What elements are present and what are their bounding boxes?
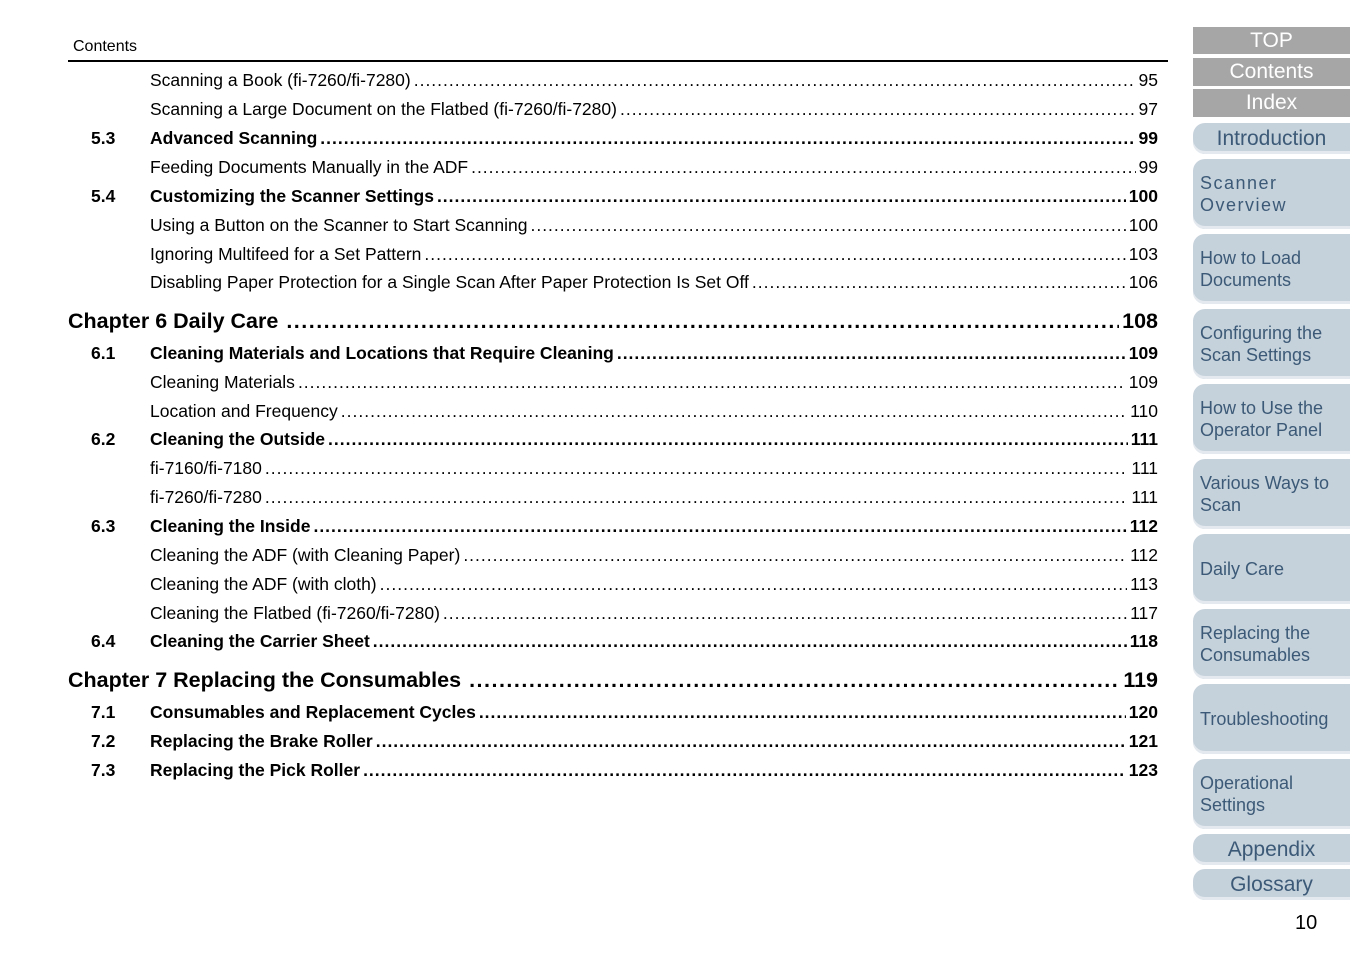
- toc-dot-leader: [265, 487, 1129, 508]
- toc-entry-title: Customizing the Scanner Settings: [150, 186, 434, 206]
- toc-page-number: 117: [1130, 603, 1158, 623]
- toc-section-number: 6.2: [91, 429, 116, 449]
- toc-section-number: 6.4: [91, 631, 116, 651]
- toc-entry-title: fi-7160/fi-7180: [150, 458, 262, 478]
- nav-tab-daily-care[interactable]: Daily Care: [1193, 534, 1350, 604]
- toc-dot-leader: [752, 272, 1126, 293]
- toc-section-number: 6.1: [91, 343, 116, 363]
- toc-dot-leader: [265, 458, 1129, 479]
- toc-section-entry[interactable]: [68, 631, 1158, 652]
- toc-page-number: 97: [1138, 99, 1158, 119]
- toc-page-number: 109: [1128, 343, 1158, 363]
- toc-dot-leader: [469, 668, 1120, 693]
- header-rule: [68, 60, 1168, 62]
- toc-entry-title: Replacing the Pick Roller: [150, 760, 361, 780]
- toc-entry-title: Cleaning Materials: [150, 372, 295, 392]
- toc-entry-title: Cleaning the Inside: [150, 516, 311, 536]
- toc-dot-leader: [373, 631, 1127, 652]
- toc-section-number: 5.3: [91, 128, 116, 148]
- toc-dot-leader: [463, 545, 1127, 566]
- nav-tab-configuring[interactable]: Configuring the Scan Settings: [1193, 309, 1350, 379]
- toc-subsection-entry[interactable]: [68, 70, 1158, 91]
- nav-tab-scanner-overview[interactable]: Scanner Overview: [1193, 159, 1350, 229]
- toc-entry-title: Cleaning the ADF (with cloth): [150, 574, 377, 594]
- toc-section-entry[interactable]: [68, 186, 1158, 207]
- toc-section-number: 5.4: [91, 186, 116, 206]
- toc-section-entry[interactable]: [68, 516, 1158, 537]
- toc-entry-title: Replacing the Brake Roller: [150, 731, 373, 751]
- toc-entry-title: Cleaning the ADF (with Cleaning Paper): [150, 545, 461, 565]
- toc-page-number: 108: [1122, 309, 1158, 333]
- toc-subsection-entry[interactable]: [68, 244, 1158, 265]
- nav-tab-operational-settings[interactable]: Operational Settings: [1193, 759, 1350, 829]
- toc-entry-title: Feeding Documents Manually in the ADF: [150, 157, 469, 177]
- toc-dot-leader: [286, 309, 1119, 334]
- toc-entry-title: Scanning a Book (fi-7260/fi-7280): [150, 70, 411, 90]
- toc-dot-leader: [471, 157, 1135, 178]
- toc-page-number: 119: [1123, 668, 1158, 692]
- toc-page-number: 99: [1138, 157, 1158, 177]
- toc-dot-leader: [363, 760, 1126, 781]
- toc-section-entry[interactable]: [68, 760, 1158, 781]
- toc-page-number: 109: [1128, 372, 1158, 392]
- toc-section-entry[interactable]: [68, 429, 1158, 450]
- toc-entry-title: Ignoring Multifeed for a Set Pattern: [150, 244, 422, 264]
- toc-section-entry[interactable]: [68, 702, 1158, 723]
- toc-page-number: 112: [1130, 545, 1158, 565]
- nav-tab-various-ways[interactable]: Various Ways to Scan: [1193, 459, 1350, 529]
- running-header: Contents: [73, 38, 138, 55]
- toc-section-entry[interactable]: [68, 343, 1158, 364]
- toc-entry-title: Scanning a Large Document on the Flatbed (fi-7260/fi-7280): [150, 99, 617, 119]
- toc-page-number: 100: [1128, 215, 1158, 235]
- toc-dot-leader: [298, 372, 1126, 393]
- toc-section-number: 7.2: [91, 731, 116, 751]
- toc-page-number: 123: [1128, 760, 1158, 780]
- toc-dot-leader: [328, 429, 1128, 450]
- toc-subsection-entry[interactable]: [68, 401, 1158, 422]
- nav-tab-how-to-load[interactable]: How to Load Documents: [1193, 234, 1350, 304]
- toc-page-number: 100: [1128, 186, 1158, 206]
- toc-subsection-entry[interactable]: [68, 372, 1158, 393]
- toc-page-number: 99: [1138, 128, 1158, 148]
- toc-chapter-entry[interactable]: [68, 668, 1158, 693]
- toc-dot-leader: [479, 702, 1126, 723]
- toc-dot-leader: [424, 244, 1125, 265]
- toc-section-number: 7.3: [91, 760, 116, 780]
- toc-entry-title: Cleaning Materials and Locations that Require Cleaning: [150, 343, 614, 363]
- nav-tab-appendix[interactable]: Appendix: [1193, 834, 1350, 865]
- toc-entry-title: Chapter 6 Daily Care: [68, 309, 279, 333]
- nav-tab-operator-panel[interactable]: How to Use the Operator Panel: [1193, 384, 1350, 454]
- toc-dot-leader: [437, 186, 1126, 207]
- toc-page-number: 112: [1129, 516, 1158, 536]
- nav-tab-introduction[interactable]: Introduction: [1193, 123, 1350, 154]
- toc-entry-title: Cleaning the Outside: [150, 429, 326, 449]
- toc-section-entry[interactable]: [68, 128, 1158, 149]
- toc-dot-leader: [443, 603, 1127, 624]
- nav-index-button[interactable]: Index: [1193, 89, 1350, 117]
- toc-entry-title: fi-7260/fi-7280: [150, 487, 262, 507]
- toc-subsection-entry[interactable]: [68, 272, 1158, 293]
- toc-dot-leader: [530, 215, 1125, 236]
- toc-dot-leader: [620, 99, 1136, 120]
- toc-page-number: 111: [1130, 429, 1158, 449]
- toc-entry-title: Advanced Scanning: [150, 128, 318, 148]
- nav-tab-replacing[interactable]: Replacing the Consumables: [1193, 609, 1350, 679]
- toc-entry-title: Cleaning the Carrier Sheet: [150, 631, 370, 651]
- toc-dot-leader: [380, 574, 1127, 595]
- toc-page-number: 103: [1128, 244, 1158, 264]
- toc-page-number: 118: [1129, 631, 1158, 651]
- page-number: 10: [1295, 912, 1318, 934]
- toc-dot-leader: [341, 401, 1127, 422]
- toc-section-number: 7.1: [91, 702, 116, 722]
- nav-tab-glossary[interactable]: Glossary: [1193, 869, 1350, 900]
- toc-dot-leader: [376, 731, 1126, 752]
- toc-subsection-entry[interactable]: [68, 215, 1158, 236]
- toc-entry-title: Disabling Paper Protection for a Single Scan After Paper Protection Is Set Off: [150, 272, 749, 292]
- toc-entry-title: Consumables and Replacement Cycles: [150, 702, 476, 722]
- toc-page-number: 95: [1138, 70, 1158, 90]
- toc-page-number: 110: [1130, 401, 1158, 421]
- nav-tab-troubleshooting[interactable]: Troubleshooting: [1193, 684, 1350, 754]
- toc-dot-leader: [313, 516, 1126, 537]
- toc-dot-leader: [414, 70, 1136, 91]
- toc-page-number: 121: [1128, 731, 1158, 751]
- nav-top-button[interactable]: TOP: [1193, 27, 1350, 54]
- nav-contents-button[interactable]: Contents: [1193, 58, 1350, 86]
- toc-dot-leader: [617, 343, 1126, 364]
- toc-subsection-entry[interactable]: [68, 157, 1158, 178]
- toc-subsection-entry[interactable]: [68, 545, 1158, 566]
- toc-entry-title: Cleaning the Flatbed (fi-7260/fi-7280): [150, 603, 440, 623]
- toc-dot-leader: [320, 128, 1135, 149]
- toc-page-number: 120: [1128, 702, 1158, 722]
- toc-subsection-entry[interactable]: [68, 487, 1158, 508]
- toc-subsection-entry[interactable]: [68, 603, 1158, 624]
- toc-entry-title: Chapter 7 Replacing the Consumables: [68, 668, 462, 692]
- toc-page-number: 111: [1131, 458, 1158, 478]
- toc-entry-title: Location and Frequency: [150, 401, 338, 421]
- toc-subsection-entry[interactable]: [68, 574, 1158, 595]
- toc-subsection-entry[interactable]: [68, 99, 1158, 120]
- toc-page-number: 111: [1131, 487, 1158, 507]
- toc-section-entry[interactable]: [68, 731, 1158, 752]
- toc-page-number: 106: [1128, 272, 1158, 292]
- toc-section-number: 6.3: [91, 516, 116, 536]
- toc-page-number: 113: [1130, 574, 1158, 594]
- toc-chapter-entry[interactable]: [68, 309, 1158, 334]
- toc-entry-title: Using a Button on the Scanner to Start Scanning: [150, 215, 528, 235]
- toc-subsection-entry[interactable]: [68, 458, 1158, 479]
